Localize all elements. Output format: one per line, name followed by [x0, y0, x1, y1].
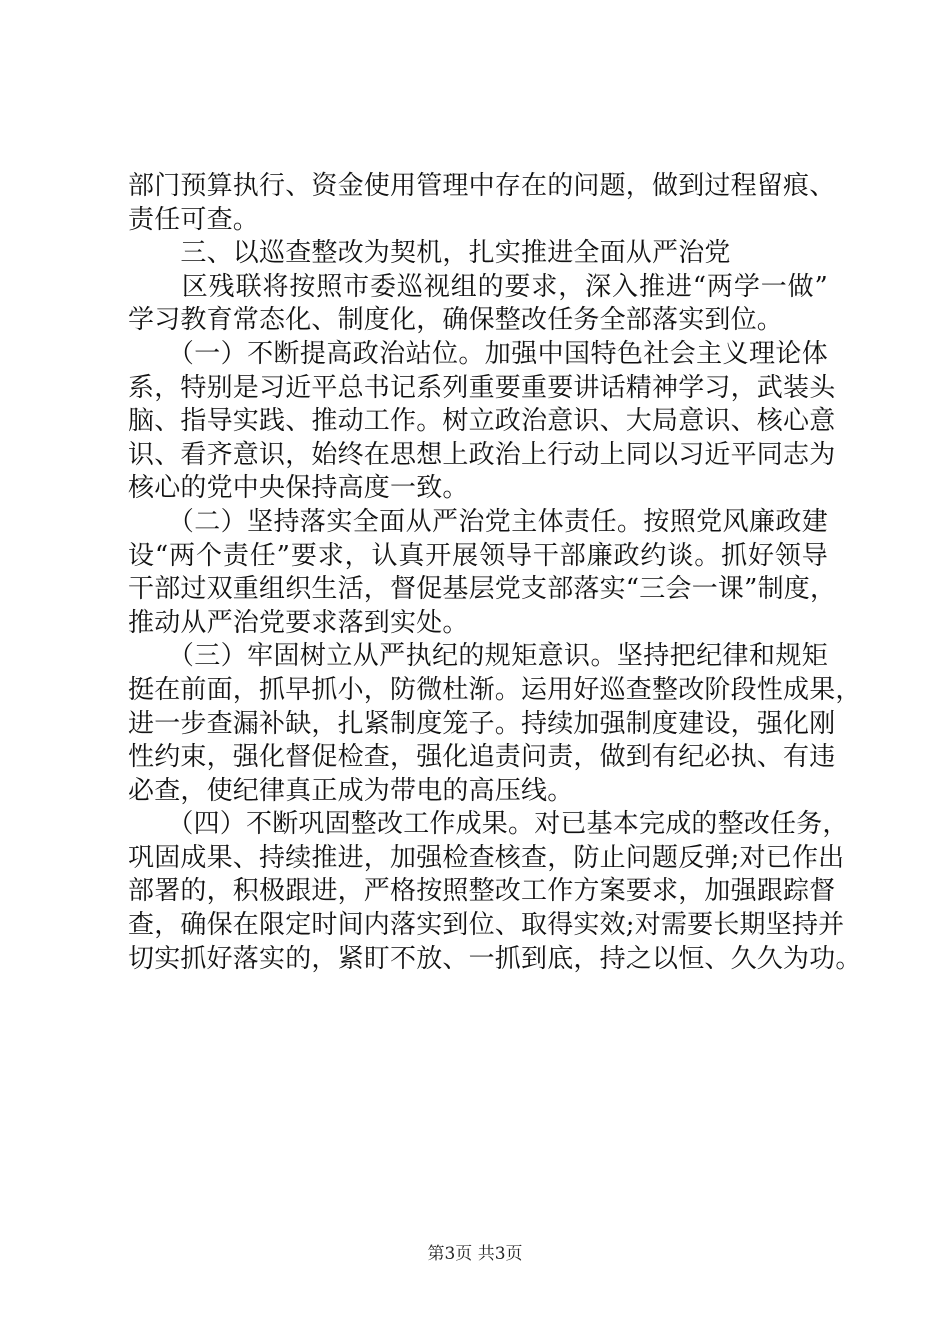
- text-line: 切实抓好落实的，紧盯不放、一抓到底，持之以恒、久久为功。: [128, 943, 862, 974]
- text-line: 推动从严治党要求落到实处。: [128, 607, 469, 638]
- text-line: 必查，使纪律真正成为带电的高压线。: [128, 775, 574, 806]
- text-line: （三）牢固树立从严执纪的规矩意识。坚持把纪律和规矩: [128, 641, 828, 672]
- text-line: 识、看齐意识，始终在思想上政治上行动上同以习近平同志为: [128, 439, 836, 470]
- text-line: 进一步查漏补缺，扎紧制度笼子。持续加强制度建设，强化刚: [128, 708, 836, 739]
- text-line: （二）坚持落实全面从严治党主体责任。按照党风廉政建: [128, 506, 828, 537]
- text-line: 查，确保在限定时间内落实到位、取得实效;对需要长期坚持并: [128, 910, 845, 941]
- page-number-footer: 第3页 共3页: [427, 1244, 523, 1264]
- text-line: 干部过双重组织生活，督促基层党支部落实“三会一课”制度，: [128, 574, 837, 605]
- text-line: 巩固成果、持续推进，加强检查核查，防止问题反弹;对已作出: [128, 842, 845, 873]
- text-line: （一）不断提高政治站位。加强中国特色社会主义理论体: [128, 338, 828, 369]
- text-line: 核心的党中央保持高度一致。: [128, 473, 469, 504]
- text-line: 区残联将按照市委巡视组的要求，深入推进“两学一做”: [128, 271, 828, 302]
- text-line: 性约束，强化督促检查，强化追责问责，做到有纪必执、有违: [128, 742, 836, 773]
- text-line: 学习教育常态化、制度化，确保整改任务全部落实到位。: [128, 305, 784, 336]
- text-line: （四）不断巩固整改工作成果。对已基本完成的整改任务，: [128, 809, 849, 840]
- document-body: [128, 170, 862, 976]
- text-line: 部门预算执行、资金使用管理中存在的问题，做到过程留痕、: [128, 171, 836, 201]
- text-line: 设“两个责任”要求，认真开展领导干部廉政约谈。抓好领导: [128, 540, 828, 571]
- text-line: 责任可查。: [128, 204, 260, 235]
- text-line: 脑、指导实践、推动工作。树立政治意识、大局意识、核心意: [128, 406, 836, 437]
- text-line: 系，特别是习近平总书记系列重要重要讲话精神学习，武装头: [128, 372, 836, 403]
- text-line: 挺在前面，抓早抓小，防微杜渐。运用好巡查整改阶段性成果，: [128, 674, 862, 705]
- text-line: 部署的，积极跟进，严格按照整改工作方案要求，加强跟踪督: [128, 876, 836, 907]
- section-heading: 三、以巡查整改为契机，扎实推进全面从严治党: [128, 238, 731, 269]
